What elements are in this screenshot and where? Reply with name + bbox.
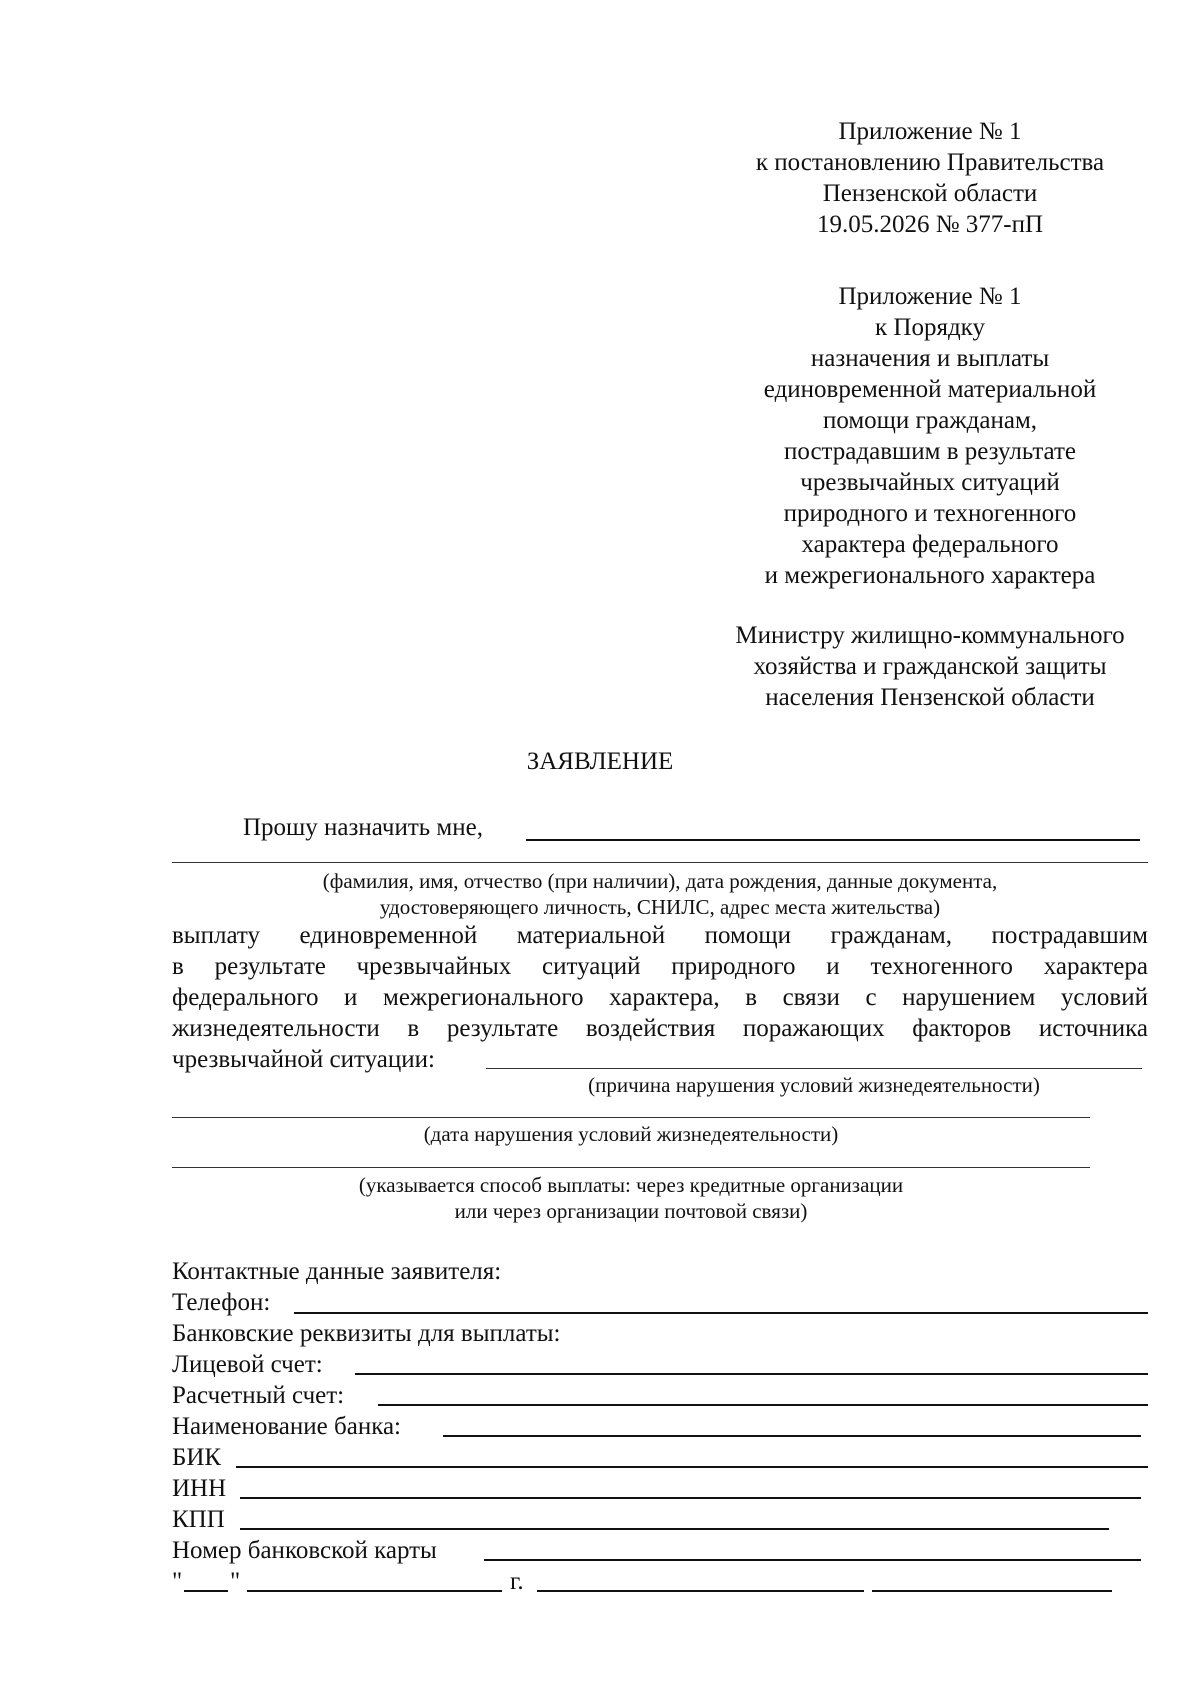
bik-field[interactable] [236, 1466, 1148, 1468]
hint-personal-line: (фамилия, имя, отчество (при наличии), дата рождения, данные документа, [322, 869, 998, 893]
hint-payment-line: или через организации почтовой связи) [454, 1199, 808, 1223]
header-line: помощи гражданам, [822, 407, 1038, 434]
header-line: 19.05.2026 № 377-пП [816, 211, 1044, 238]
request-text: Прошу назначить мне, [243, 814, 483, 841]
card-number-label: Номер банковской карты [172, 1537, 437, 1564]
body-line: федерального и межрегионального характера, в связи с нарушением условий [172, 984, 1148, 1011]
body-line-last: чрезвычайной ситуации: [172, 1046, 435, 1073]
signature-field[interactable] [537, 1590, 864, 1592]
payment-method-input-line[interactable] [172, 1167, 1090, 1168]
body-line: выплату единовременной материальной помощи гражданам, пострадавшим [172, 922, 1148, 949]
header-line: Приложение № 1 [838, 283, 1022, 310]
month-field[interactable] [247, 1590, 502, 1592]
inn-field[interactable] [240, 1497, 1141, 1499]
signature-name-field[interactable] [872, 1590, 1112, 1592]
date-open-quote: " [172, 1568, 183, 1595]
date-close-quote: " [230, 1568, 241, 1595]
header-line: к Порядку [875, 314, 985, 341]
procedure-appendix-header [690, 281, 1170, 591]
header-line: назначения и выплаты [810, 345, 1050, 372]
applicant-input-line-2[interactable] [172, 862, 1148, 863]
addressee-line: Министру жилищно-коммунального [735, 622, 1125, 649]
kpp-field[interactable] [240, 1528, 1109, 1530]
bank-heading: Банковские реквизиты для выплаты: [172, 1320, 561, 1347]
header-line: единовременной материальной [763, 376, 1097, 403]
year-label: г. [510, 1568, 524, 1595]
header-line: пострадавшим в результате [783, 438, 1077, 465]
header-line: природного и техногенного [783, 500, 1077, 527]
personal-account-label: Лицевой счет: [172, 1351, 323, 1378]
bank-name-label: Наименование банка: [172, 1413, 402, 1440]
date-input-line[interactable] [172, 1117, 1090, 1118]
kpp-label: КПП [172, 1506, 225, 1533]
bank-name-field[interactable] [443, 1435, 1141, 1437]
inn-label: ИНН [172, 1475, 227, 1502]
applicant-input-line[interactable] [526, 839, 1140, 841]
settlement-account-label: Расчетный счет: [172, 1382, 345, 1409]
hint-reason: (причина нарушения условий жизнедеятельности) [588, 1073, 1040, 1097]
contacts-heading: Контактные данные заявителя: [172, 1258, 502, 1285]
addressee-line: хозяйства и гражданской защиты [753, 653, 1107, 680]
header-line: и межрегионального характера [764, 562, 1096, 589]
card-number-field[interactable] [484, 1559, 1141, 1561]
reason-input-line[interactable] [486, 1068, 1142, 1069]
header-line: Приложение № 1 [838, 118, 1022, 145]
hint-personal-line: удостоверяющего личность, СНИЛС, адрес места жительства) [379, 895, 941, 919]
bik-label: БИК [172, 1444, 222, 1471]
hint-date: (дата нарушения условий жизнедеятельности) [423, 1122, 839, 1146]
header-line: чрезвычайных ситуаций [800, 469, 1060, 496]
day-field[interactable] [184, 1590, 228, 1592]
header-line: характера федерального [801, 531, 1059, 558]
header-line: Пензенской области [822, 180, 1038, 207]
body-line: в результате чрезвычайных ситуаций природного и техногенного характера [172, 953, 1148, 980]
addressee-line: населения Пензенской области [765, 684, 1095, 711]
settlement-account-field[interactable] [378, 1404, 1148, 1406]
header-line: к постановлению Правительства [755, 149, 1105, 176]
addressee-block [690, 620, 1170, 713]
phone-field[interactable] [294, 1312, 1148, 1314]
personal-account-field[interactable] [355, 1373, 1148, 1375]
appendix-header [690, 116, 1170, 240]
hint-payment-line: (указывается способ выплаты: через кредитные организации [358, 1173, 904, 1197]
document-title: ЗАЯВЛЕНИЕ [526, 748, 674, 775]
phone-label: Телефон: [172, 1289, 271, 1316]
body-line: жизнедеятельности в результате воздействия поражающих факторов источника [172, 1015, 1148, 1042]
